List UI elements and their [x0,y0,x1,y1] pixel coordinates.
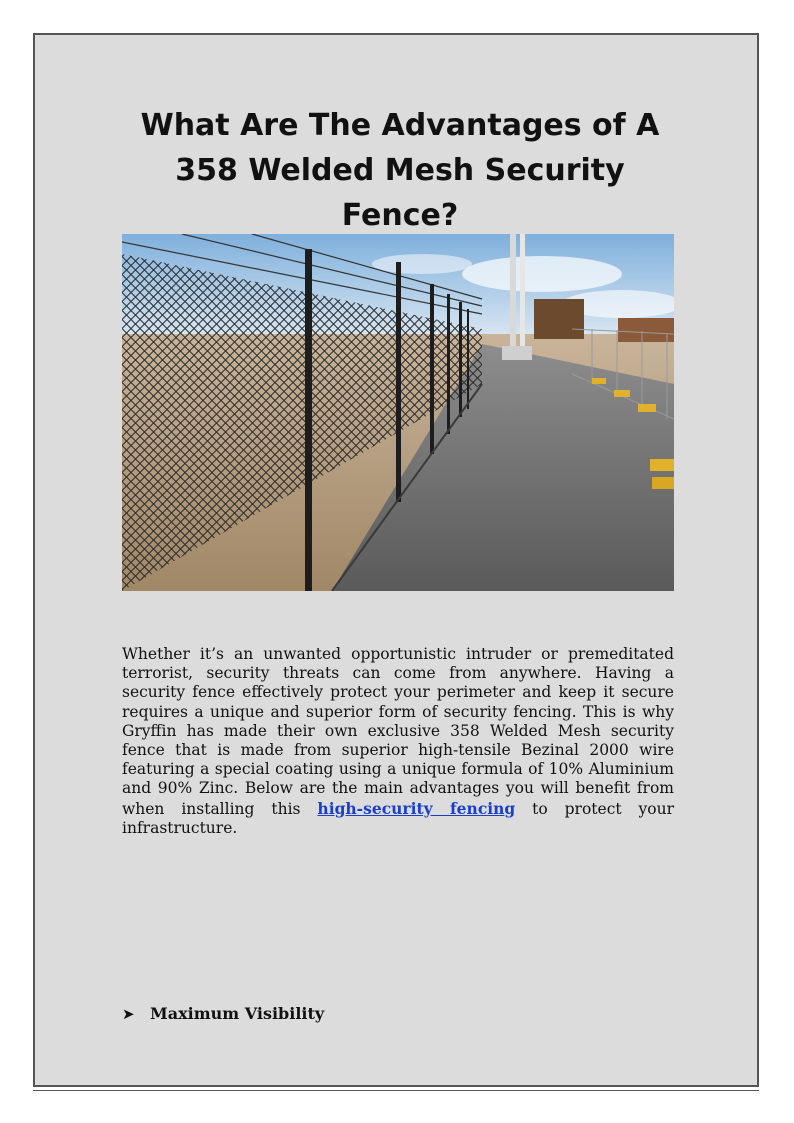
body-text-after-link: to protect your infrastructure. [122,799,675,837]
arrowhead-bullet-icon: ➤ [122,1005,135,1023]
page-title: What Are The Advantages of A 358 Welded Mesh Security Fence? [140,108,660,233]
fence-photo [122,234,674,591]
bottom-rule [33,1090,759,1091]
bullet-label: Maximum Visibility [150,1004,325,1023]
fence-photo-illustration [122,234,674,591]
body-text-before-link: Whether it’s an unwanted opportunistic intruder or premeditated terrorist, security threats can come from anywhere. Having a security fence effectively protect your perimeter and keep it secure requires a unique and superior form of security fencing. This is why Gryffin has made their own exclusive 358 Welded Mesh security fence that is made from superior high-tensile Bezinal 2000 wire featuring a special coating using a unique formula of 10% Aluminium and 90% Zinc. Below are the main advantages you will benefit from when installing this [122,645,674,818]
high-security-fencing-link[interactable]: high-security fencing [317,798,516,818]
body-paragraph [122,645,674,838]
bullet-item [122,1004,522,1024]
page [33,33,759,1087]
